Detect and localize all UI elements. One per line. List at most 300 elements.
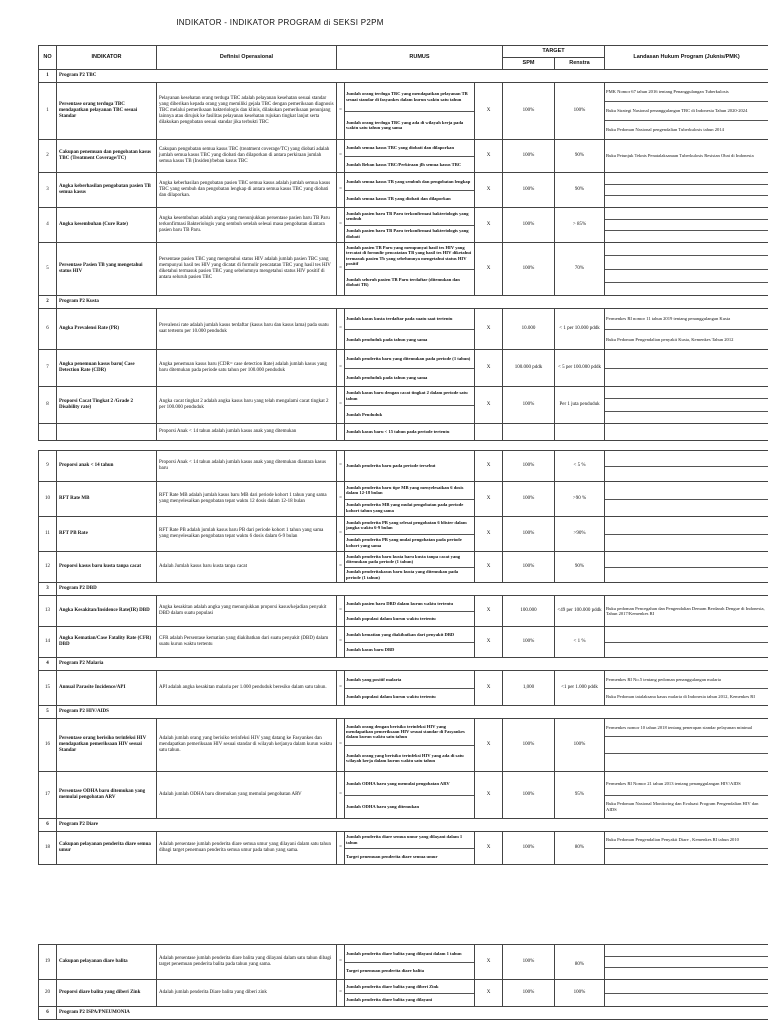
legal-basis-lines [605, 208, 768, 242]
renstra-target: 100% [555, 719, 605, 772]
equals-sign: = [337, 173, 345, 208]
indicator-name: Proporsi Cacat Tingkat 2 /Grade 2 Disability rate) [57, 387, 157, 424]
legal-basis-line [605, 185, 768, 197]
definition-text: Angka keberhasilan pengobatan pasien TBC semua kasus adalah jumlah semua kasus TBC yang sembuh dan pengobatan lengkap di antara semua kasus TBC yang diobati dan dilaporkan. [157, 173, 337, 208]
legal-basis-cell [605, 208, 768, 243]
definition-text: Angka kesakitan adalah angka yang menunjukkan proporsi kasus/kejadian penyakit DBD dalam suatu populasi [157, 596, 337, 627]
row-number: 18 [39, 832, 57, 865]
legal-basis-line [605, 994, 768, 1007]
row-number: 13 [39, 596, 57, 627]
header-indicator: INDIKATOR [57, 46, 157, 70]
equals-sign: = [337, 350, 345, 387]
header-formula: RUMUS [337, 46, 503, 70]
legal-basis-line: Buku Strategi Nasional penanggulangan TBC di Indonesia Tahun 2020-2024 [605, 102, 768, 121]
legal-basis-cell [605, 309, 768, 350]
formula-numerator: Jumlah kematian yang diakibatkan dari penyakit DBD [345, 627, 474, 643]
table-row [39, 552, 768, 583]
section-label: Program P2 Diare [57, 819, 768, 832]
equals-sign: = [337, 243, 345, 296]
renstra-target: 100% [555, 980, 605, 1007]
multiply-sign: X [475, 552, 503, 583]
legal-basis-cell [605, 482, 768, 517]
row-number: 3 [39, 173, 57, 208]
legal-basis-line [605, 196, 768, 207]
formula-numerator: Jumlah kasus baru dengan cacat tingkat 2 dalam periode satu tahun [345, 387, 474, 406]
row-number: 6 [39, 309, 57, 350]
legal-basis-line [605, 220, 768, 232]
legal-basis-line [605, 754, 768, 771]
formula-numerator: Jumlah pasien TB Paru yang mempunyai hasil tes HIV yang tercatat di formulir pencatatan TB yang hasil tes HIV diketahui termasuk pasien Tb yang sebelumnya mengetahui status HIV positif [345, 243, 474, 270]
multiply-sign: X [475, 719, 503, 772]
section-label: Program P2 ISPA/PNEUMONIA [57, 1007, 768, 1020]
row-number: 1 [39, 83, 57, 140]
table-row [39, 517, 768, 552]
legal-basis-line [605, 500, 768, 517]
spm-target: 100% [503, 627, 555, 658]
legal-basis-lines [605, 552, 768, 582]
row-number: 16 [39, 719, 57, 772]
multiply-sign: X [475, 596, 503, 627]
legal-basis-line: PMK Nomor 67 tahun 2016 tentang Penanggulangan Tuberkulosis [605, 83, 768, 102]
definition-text: Pelayanan kesehatan orang terduga TBC adalah pelayanan kesehatan sesuai standar yang diberikan kepada orang yang memiliki gejala TBC dengan pemeriksaan diagnosis TBC melalui pemeriksaan bakteriologis dan klinis, dilakukan pemeriksaan penunjang lainnya atau dirujuk ke fasilitas pelayanan kesehatan rujukan tingkat lanjut serta dilakukan pengobatan sesuai standar jika terbukti TBC [157, 83, 337, 140]
definition-text: API adalah angka kesakitan malaria per 1.000 penduduk beresiko dalam satu tahun. [157, 671, 337, 706]
multiply-sign: X [475, 173, 503, 208]
formula-numerator: Jumlah penderita PB yang selesai pengobatan 6 blister dalam jangka waktu 6-9 bulan [345, 517, 474, 535]
formula-cell [345, 832, 475, 865]
formula-denominator: Target penemuan penderita diare semua umur [346, 853, 438, 859]
spm-target: 100% [503, 772, 555, 819]
multiply-sign: X [475, 627, 503, 658]
row-number: 2 [39, 140, 57, 173]
legal-basis-line [605, 243, 768, 256]
row-number: 15 [39, 671, 57, 706]
renstra-extra: 80% [574, 962, 585, 967]
formula-denominator: Target penemuan penderita diare balita [346, 968, 425, 974]
section-number: 3 [39, 583, 57, 596]
spm-target: 100% [503, 83, 555, 140]
legal-basis-line: Buku pedoman Pencegahan dan Pengendalian Demam Berdarah Dengue di Indonesia, Tahun 2017/Kemenkes RI [606, 605, 765, 616]
spm-target [503, 424, 555, 441]
header-renstra: Renstra [555, 58, 605, 70]
row-number: 14 [39, 627, 57, 658]
multiply-sign: X [475, 772, 503, 819]
legal-basis-lines [605, 243, 768, 295]
legal-basis-lines [605, 424, 768, 440]
indicator-name: Persentase orang terduga TBC mendapatkan pelayanan TBC sesuai Standar [57, 83, 157, 140]
definition-text: Angka penemuan kasus baru (CDR= case detection Rate) adalah jumlah kasus yang baru ditemukan pada periode satu tahun per 100.000 penduduk [157, 350, 337, 387]
formula-cell [345, 517, 475, 552]
equals-sign: = [337, 945, 345, 980]
spm-target: 100% [503, 243, 555, 296]
legal-basis-line [605, 387, 768, 399]
table-row [39, 208, 768, 243]
formula-lines [345, 552, 474, 582]
table-row [39, 83, 768, 140]
formula-cell [345, 387, 475, 424]
section-label: Program P2 Malaria [57, 658, 768, 671]
renstra-target: > 85% [555, 208, 605, 243]
definition-text: CFR adalah Persentase kematian yang diakibatkan dari suatu penyakit (DBD) dalam suatu kurun waktu tertentu [157, 627, 337, 658]
formula-lines [345, 173, 474, 207]
equals-sign: = [337, 309, 345, 350]
equals-sign: = [337, 517, 345, 552]
table-row [39, 424, 768, 441]
legal-basis-line [605, 467, 768, 482]
spm-target: 100% [503, 552, 555, 583]
spm-target: 1,000 [503, 671, 555, 706]
legal-basis-line: Permenkes RI No.5 tentang pedoman penanggulangan malaria [605, 671, 768, 689]
formula-lines [345, 350, 474, 386]
indicator-name: Persentase orang berisiko terinfeksi HIV mendapatkan pemeriksaan HIV sesuai Standar [57, 719, 157, 772]
legal-basis-line [605, 552, 768, 568]
multiply-sign: X [475, 83, 503, 140]
formula-cell [345, 208, 475, 243]
formula-numerator: Jumlah penderita diare balita yang dilayani dalam 1 tahun [345, 945, 474, 963]
renstra-target: 70% [555, 243, 605, 296]
formula-lines [345, 945, 474, 979]
legal-basis-cell [605, 772, 768, 819]
legal-basis-line [605, 517, 768, 535]
formula-lines [345, 451, 474, 481]
header-legal-basis: Landasan Hukum Program (Juknis/PMK) [605, 46, 768, 70]
formula-numerator: Jumlah penderita diare balita yang diberi Zink [345, 980, 474, 994]
section-number: 6 [39, 1007, 57, 1020]
formula-cell [345, 980, 475, 1007]
indicator-name: Persentase ODHA baru ditemukan yang memulai pengobatan ARV [57, 772, 157, 819]
equals-sign: = [337, 140, 345, 173]
legal-basis-lines [605, 387, 768, 423]
legal-basis-cell [605, 140, 768, 173]
formula-numerator: Jumlah pasien baru TB Paru terkonfirmasi bakteriologis yang sembuh [345, 208, 474, 226]
row-number [39, 424, 57, 441]
indicator-name: Angka kesembuhan (Cure Rate) [57, 208, 157, 243]
multiply-sign: X [475, 243, 503, 296]
section-label: Program P2 DBD [57, 583, 768, 596]
multiply-sign: X [475, 350, 503, 387]
row-number: 11 [39, 517, 57, 552]
equals-sign: = [337, 451, 345, 482]
multiply-sign: X [475, 482, 503, 517]
table-row [39, 140, 768, 173]
table-row [39, 772, 768, 819]
indicator-name: Cakupan penemuan dan pengobatan kasus TBC (Treatment Coverage/TC) [57, 140, 157, 173]
table-row [39, 596, 768, 627]
indicator-name: Angka Prevalensi Rate (PR) [57, 309, 157, 350]
renstra-target [555, 424, 605, 441]
formula-cell [345, 596, 475, 627]
indicator-table-2 [38, 944, 768, 1020]
equals-sign: = [337, 208, 345, 243]
formula-lines [345, 387, 474, 423]
legal-basis-cell [605, 596, 768, 627]
formula-numerator: Jumlah penderita baru pada periode tersebut [346, 463, 436, 469]
legal-basis-line [605, 270, 768, 283]
formula-lines [345, 83, 474, 139]
formula-denominator: Jumlah penduduk pada tahun yang sama [346, 336, 428, 342]
legal-basis-cell [605, 173, 768, 208]
renstra-target: < 1 per 10.000 pddk [555, 309, 605, 350]
page-title: INDIKATOR - INDIKATOR PROGRAM di SEKSI P2PM [176, 18, 384, 27]
formula-numerator: Jumlah semua kasus TBC yang diobati dan dilaporkan [345, 140, 474, 157]
spm-target: 100% [503, 945, 555, 980]
spm-target: 100% [503, 482, 555, 517]
multiply-sign: X [475, 387, 503, 424]
spm-target: 100% [503, 451, 555, 482]
definition-text: RFT Rate MB adalah jumlah kasus baru MB dari periode kohort 1 tahun yang sama yang menyelesaikan pengobatan tepat waktu 12 dosis dalam 12-18 bulan [157, 482, 337, 517]
section-row [39, 70, 768, 83]
multiply-sign: X [475, 671, 503, 706]
renstra-target: 90% [555, 140, 605, 173]
equals-sign: = [337, 596, 345, 627]
legal-basis-line [605, 231, 768, 242]
formula-denominator: Jumlah kasus baru DBD [346, 647, 395, 653]
indicator-name: RFT Rate MB [57, 482, 157, 517]
legal-basis-cell [605, 552, 768, 583]
spm-target: 100.000 pddk [503, 350, 555, 387]
formula-numerator: Jumlah yang positif malaria [345, 671, 474, 689]
renstra-target: <49 per 100.000 pddk [555, 596, 605, 627]
definition-text: Cakupan pengobatan semua kasus TBC (treatment coverage/TC) yang diobati adalah jumlah semua kasus TBC yang diobati dan dilaporkan di antara perkiraan jumlah semua kasus TB (Insiden)/beban kasus TBC [157, 140, 337, 173]
equals-sign: = [337, 482, 345, 517]
multiply-sign: X [475, 140, 503, 173]
formula-lines [345, 424, 474, 440]
legal-basis-cell [605, 671, 768, 706]
legal-basis-cell [605, 83, 768, 140]
legal-basis-line: Permenkes RI Nomor 21 tahun 2013 tentang penanggulangan HIV/AIDS [605, 772, 768, 796]
legal-basis-cell [605, 517, 768, 552]
formula-cell [345, 83, 475, 140]
multiply-sign: X [475, 208, 503, 243]
formula-lines [345, 140, 474, 172]
definition-text: Adalah persentase jumlah penderita diare balita yang dilayani dalam satu tahun dibagi target penemuan penderita balita pada tahun yang sama. [157, 945, 337, 980]
multiply-sign: X [475, 832, 503, 865]
formula-lines [345, 482, 474, 516]
row-number: 8 [39, 387, 57, 424]
row-number: 12 [39, 552, 57, 583]
renstra-target: >90 % [555, 482, 605, 517]
legal-basis-cell [605, 627, 768, 658]
formula-numerator: Jumlah ODHA baru yang memulai pengobatan ARV [345, 772, 474, 796]
table-row [39, 350, 768, 387]
legal-basis-lines [605, 83, 768, 139]
legal-basis-line: Buku Petunjuk Teknis Penatalaksanaan Tuberkulosis Resistan Obat di Indonesia [606, 153, 754, 159]
indicator-name: Angka Kematian/Case Fatality Rate (CFR) DBD [57, 627, 157, 658]
multiply-sign: X [475, 451, 503, 482]
legal-basis-lines [605, 482, 768, 516]
section-row [39, 819, 768, 832]
legal-basis-line [605, 643, 768, 658]
equals-sign: = [337, 627, 345, 658]
indicator-name: Proporsi diare balita yang diberi Zink [57, 980, 157, 1007]
formula-cell [345, 671, 475, 706]
legal-basis-line: Buku Pedoman Nasional Monitoring dan Evaluasi Program Pengendalian HIV dan AIDS [606, 801, 759, 812]
section-row [39, 583, 768, 596]
formula-denominator: Jumlah pasien baru TB Paru terkonfirmasi bakteriologis yang diobati [346, 228, 469, 239]
legal-basis-cell [605, 451, 768, 482]
legal-basis-lines [605, 451, 768, 481]
section-row [39, 658, 768, 671]
legal-basis-line [605, 849, 768, 865]
multiply-sign: X [475, 517, 503, 552]
renstra-target: < 5 % [555, 451, 605, 482]
equals-sign: = [337, 387, 345, 424]
legal-basis-cell [605, 945, 768, 980]
section-number: 5 [39, 706, 57, 719]
page-break-row [39, 441, 768, 451]
indicator-name: Cakupan pelayanan penderita diare semua umur [57, 832, 157, 865]
row-number: 19 [39, 945, 57, 980]
legal-basis-cell [605, 719, 768, 772]
legal-basis-line [605, 369, 768, 387]
renstra-target: 80% [555, 832, 605, 865]
legal-basis-line [605, 980, 768, 994]
spm-target: 100% [503, 517, 555, 552]
formula-numerator: Jumlah orang terduga TBC yang mendapatkan pelayanan TB sesuai standar di fasyankes dalam kurun waktu satu tahun [345, 83, 474, 112]
formula-cell [345, 719, 475, 772]
indicator-name: RFT PB Rate [57, 517, 157, 552]
legal-basis-lines [605, 173, 768, 207]
legal-basis-line [605, 173, 768, 185]
legal-basis-line: Buku Pedoman Pengendalian Penyakit Diare , Kemenkes RI tahun 2010 [605, 832, 768, 849]
formula-cell [345, 173, 475, 208]
legal-basis-lines [605, 517, 768, 551]
formula-lines [345, 772, 474, 818]
table-row [39, 173, 768, 208]
definition-text: Adalah Jumlah kasus baru kusta tanpa cacat [157, 552, 337, 583]
legal-basis-lines [605, 772, 768, 818]
header-definition: Definisi Operasional [157, 46, 337, 70]
formula-numerator: Jumlah semua kasus TB yang sembuh dan pengobatan lengkap [345, 173, 474, 191]
table-row [39, 309, 768, 350]
legal-basis-lines [605, 627, 768, 657]
formula-cell [345, 350, 475, 387]
formula-lines [345, 627, 474, 657]
renstra-target: < 5 per 100.000 pddk [555, 350, 605, 387]
legal-basis-line [605, 957, 768, 969]
section-label: Program P2 Kusta [57, 296, 768, 309]
formula-lines [345, 309, 474, 349]
spm-target: 100% [503, 980, 555, 1007]
legal-basis-line [605, 283, 768, 295]
formula-denominator: Jumlah penderitakasus baru kusta yang ditemukan pada periode (1 tahun) [346, 569, 459, 580]
indicator-table-1 [38, 45, 768, 865]
formula-cell [345, 424, 475, 441]
indicator-name [57, 424, 157, 441]
table-row [39, 387, 768, 424]
definition-text: Adalah jumlah orang yang berisiko terinfeksi HIV yang datang ke Fasyankes dan mendapatkan pemeriksaan HIV sesuai standar di wilayah kerjanya dalam kurun waktu satu tahun. [157, 719, 337, 772]
formula-lines [345, 243, 474, 295]
equals-sign: = [337, 832, 345, 865]
row-number: 20 [39, 980, 57, 1007]
row-number: 10 [39, 482, 57, 517]
multiply-sign: X [475, 980, 503, 1007]
indicator-name: Annual Parasite Incidence/API [57, 671, 157, 706]
formula-cell [345, 482, 475, 517]
legal-basis-line: Permenkes nomor 10 tahun 2018 tentang penerapan standar pelayanan minimal [605, 719, 768, 737]
definition-text: Persentase pasien TBC yang mengetahui status HIV adalah jumlah pasien TBC yang mempunyai hasil tes HIV yang dicatat di formulir pencatatan TBC yang hasil tes HIV diketahui termasuk pasien TBC yang sebelumnya mengetahui status HIV positif di antara seluruh pasien TBC [157, 243, 337, 296]
formula-denominator: Jumlah Penduduk [346, 411, 383, 417]
legal-basis-line [605, 256, 768, 269]
section-row [39, 706, 768, 719]
definition-text: Adalah jumlah ODHA baru ditemukan yang memulai pengobatan ARV [157, 772, 337, 819]
renstra-target: Per 1 juta penduduk [555, 387, 605, 424]
equals-sign: = [337, 772, 345, 819]
formula-denominator: Jumlah orang yang berisiko terinfeksi HIV yang ada di satu wilayah kerja dalam kurun waktu satu tahun [346, 752, 464, 764]
formula-denominator: Jumlah Beban kasus TBC/Perkiraan jlh semua kasus TBC [346, 161, 462, 167]
renstra-target: < 1 % [555, 627, 605, 658]
indicator-name: Angka penemuan kasus baru( Case Detection Rate (CDR) [57, 350, 157, 387]
legal-basis-lines [605, 140, 768, 172]
legal-basis-line [605, 945, 768, 957]
formula-lines [345, 208, 474, 242]
table-row [39, 980, 768, 1007]
formula-lines [345, 980, 474, 1006]
legal-basis-line [605, 627, 768, 643]
indicator-name: Cakupan pelayanan diare balita [57, 945, 157, 980]
multiply-sign: X [475, 309, 503, 350]
table-row [39, 627, 768, 658]
legal-basis-line: Buku Pedoman Nasional pengendalian Tuberkulosis tahun 2014 [606, 127, 724, 133]
indicator-name: Proporsi anak < 14 tahun [57, 451, 157, 482]
renstra-target: 90% [555, 552, 605, 583]
legal-basis-cell [605, 387, 768, 424]
definition-text: Adalah persentase jumlah penderita diare semua umur yang dilayani dalam satu tahun dibagi target penemuan penderita semua umur pada tahun yang sama. [157, 832, 337, 865]
table-row [39, 719, 768, 772]
formula-numerator: Jumlah kasus kusta terdaftar pada suatu saat tertentu [345, 309, 474, 330]
definition-text: Proporsi Anak < 14 tahun adalah jumlah kasus anak yang ditemukan [157, 424, 337, 441]
legal-basis-line: Permenkes RI nomor 11 tahun 2019 tentang penanggulangan Kusta [605, 309, 768, 330]
formula-numerator: Jumlah penderita diare semua umur yang dilayani dalam 1 tahun [345, 832, 474, 849]
formula-lines [345, 517, 474, 551]
multiply-sign [475, 424, 503, 441]
section-label: Program P2 TBC [57, 70, 768, 83]
header-spm: SPM [503, 58, 555, 70]
formula-cell [345, 309, 475, 350]
formula-cell [345, 451, 475, 482]
formula-cell [345, 552, 475, 583]
legal-basis-cell [605, 980, 768, 1007]
spm-target: 100% [503, 140, 555, 173]
definition-text: Adalah jumlah penderita Diare balita yang diberi zink [157, 980, 337, 1007]
legal-basis-lines [605, 980, 768, 1006]
legal-basis-cell [605, 350, 768, 387]
renstra-target: >90% [555, 517, 605, 552]
formula-denominator: Jumlah penderita PB yang mulai pengobatan pada periode kohort yang sama [346, 537, 462, 548]
legal-basis-cell [605, 424, 768, 441]
legal-basis-line: Buku Pedoman tatalaksana kasus malaria di Indonesia tahun 2012, Kemenkes RI [606, 694, 755, 700]
spm-target: 100% [503, 387, 555, 424]
formula-denominator: Jumlah penderita MB yang mulai pengobatan pada periode kohort tahun yang sama [346, 502, 464, 513]
legal-basis-lines [605, 350, 768, 386]
renstra-target [555, 945, 605, 980]
formula-numerator: Jumlah orang dengan berisiko terinfeksi HIV yang mendapatkan pemeriksaan HIV sesuai standar di Fasyankes dalam kurun waktu satu tahun [345, 719, 474, 746]
table-row [39, 243, 768, 296]
formula-denominator: Jumlah ODHA baru yang ditemukan [346, 804, 420, 810]
row-number: 4 [39, 208, 57, 243]
row-number: 5 [39, 243, 57, 296]
formula-denominator: Jumlah populasi dalam kurun waktu tertentu [346, 616, 436, 622]
definition-text: Prevalensi rate adalah jumlah kasus terdaftar (kasus baru dan kasus lama) pada suatu saat tertentu per 10.000 penduduk [157, 309, 337, 350]
indicator-name: Persentase Pasien TB yang mengetahui status HIV [57, 243, 157, 296]
renstra-target: 95% [555, 772, 605, 819]
spm-target: 100.000 [503, 596, 555, 627]
formula-lines [345, 719, 474, 771]
formula-denominator: Jumlah semua kasus TB yang diobati dan dilaporkan [346, 196, 451, 202]
section-number: 4 [39, 658, 57, 671]
table-row [39, 482, 768, 517]
equals-sign: = [337, 980, 345, 1007]
equals-sign: = [337, 671, 345, 706]
